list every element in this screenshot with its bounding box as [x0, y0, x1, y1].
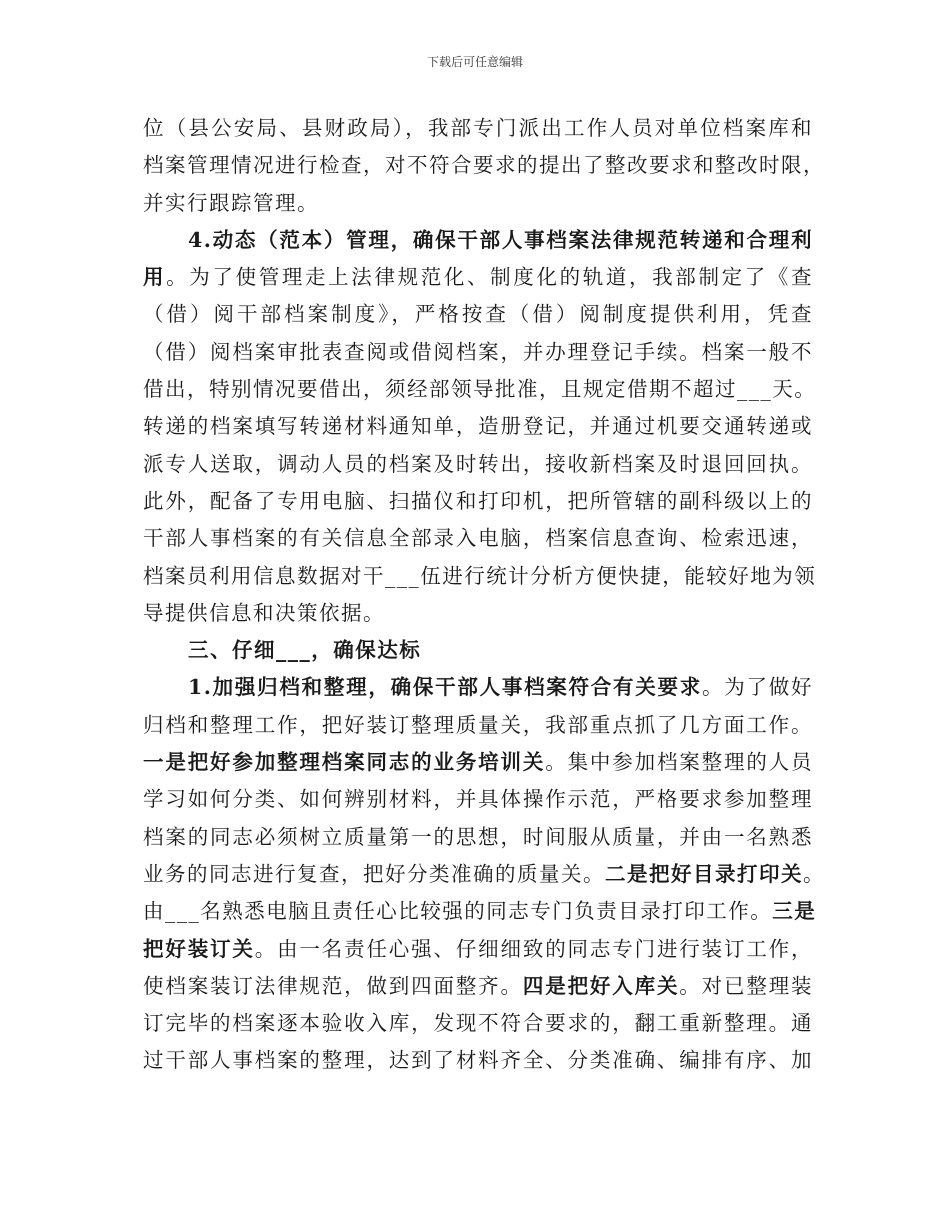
text-line	[143, 1042, 813, 1079]
text-line	[143, 334, 813, 371]
text-segment: 归档和整理工作，把好装订整理质量关，我部重点抓了几方面工作。	[143, 712, 813, 737]
text-line	[143, 1005, 813, 1042]
text-line	[143, 968, 813, 1005]
text-line	[143, 110, 813, 147]
text-segment: （借）阅档案审批表查阅或借阅档案，并办理登记手续。档案一般不	[143, 339, 813, 364]
text-line	[143, 147, 825, 184]
text-line	[143, 669, 813, 706]
text-line	[143, 856, 825, 893]
bold-text-segment: 二是把好目录打印关	[605, 861, 803, 886]
bold-text-segment: 三是	[772, 899, 817, 924]
text-line	[143, 931, 813, 968]
text-line	[143, 408, 813, 445]
text-line	[143, 185, 813, 222]
text-line	[143, 222, 813, 259]
text-line	[143, 296, 813, 333]
text-segment: 。为了使管理走上法律规范化、制度化的轨道，我部制定了《查	[166, 265, 814, 290]
bold-text-segment: 4.动态（范本）管理，确保干部人事档案法律规范转递和合理利	[188, 227, 813, 252]
text-line	[143, 781, 813, 818]
text-segment: 。集中参加档案整理的人员	[545, 750, 814, 775]
bold-text-segment: 用	[143, 265, 167, 290]
text-segment: 借出，特别情况要借出，须经部领导批准，且规定借期不超过___天。	[143, 377, 817, 402]
text-segment: 档案管理情况进行检查，对不符合要求的提出了整改要求和整改时限，	[143, 153, 825, 178]
text-line	[143, 558, 817, 595]
bold-text-segment: 四是把好入库关	[522, 973, 680, 998]
bold-text-segment: 一是把好参加整理档案同志的业务培训关	[143, 750, 546, 775]
bold-text-segment: 三、仔细___，确保达标	[188, 638, 422, 663]
text-line	[143, 819, 813, 856]
text-segment: 使档案装订法律规范，做到四面整齐。	[143, 973, 523, 998]
text-segment: 由___名熟悉电脑且责任心比较强的同志专门负责目录打印工作。	[143, 899, 773, 924]
text-segment: 导提供信息和决策依据。	[143, 600, 385, 625]
text-line	[143, 520, 813, 557]
text-segment: （借）阅干部档案制度》，严格按查（借）阅制度提供利用，凭查	[143, 302, 813, 327]
text-segment: 转递的档案填写转递材料通知单，造册登记，并通过机要交通转递或	[143, 414, 813, 439]
text-line	[143, 595, 813, 632]
text-segment: 。为了做好	[702, 675, 814, 700]
text-line	[143, 371, 817, 408]
text-line	[143, 632, 813, 669]
text-line	[143, 483, 813, 520]
text-segment: 档案的同志必须树立质量第一的思想，时间服从质量，并由一名熟悉	[143, 824, 813, 849]
text-line	[143, 707, 813, 744]
text-line	[143, 744, 813, 781]
text-line	[143, 893, 817, 930]
text-line	[143, 446, 813, 483]
document-body	[143, 110, 825, 1080]
text-segment: 此外，配备了专用电脑、扫描仪和打印机，把所管辖的副科级以上的	[143, 488, 813, 513]
text-segment: 业务的同志进行复查，把好分类准确的质量关。	[143, 861, 605, 886]
text-segment: 位（县公安局、县财政局），我部专门派出工作人员对单位档案库和	[143, 116, 813, 140]
text-segment: 干部人事档案的有关信息全部录入电脑，档案信息查询、检索迅速，	[143, 526, 813, 551]
text-segment: 并实行跟踪管理。	[143, 190, 319, 215]
text-segment: 。对已整理装	[679, 973, 814, 998]
text-segment: 学习如何分类、如何辨别材料，并具体操作示范，严格要求参加整理	[143, 787, 813, 812]
text-segment: 派专人送取，调动人员的档案及时转出，接收新档案及时退回回执。	[143, 451, 813, 476]
text-line	[143, 259, 813, 296]
text-segment: 订完毕的档案逐本验收入库，发现不符合要求的，翻工重新整理。通	[143, 1011, 813, 1036]
bold-text-segment: 1.加强归档和整理，确保干部人事档案符合有关要求	[188, 675, 703, 700]
text-segment: 过干部人事档案的整理，达到了材料齐全、分类准确、编排有序、加	[143, 1048, 813, 1073]
page-header: 下载后可任意编辑	[426, 55, 523, 69]
text-segment: 档案员利用信息数据对干___伍进行统计分析方便快捷，能较好地为领	[143, 563, 817, 588]
bold-text-segment: 把好装订关	[143, 936, 255, 961]
text-segment: 。由一名责任心强、仔细细致的同志专门进行装订工作，	[254, 936, 814, 961]
text-segment: 。	[803, 861, 825, 886]
